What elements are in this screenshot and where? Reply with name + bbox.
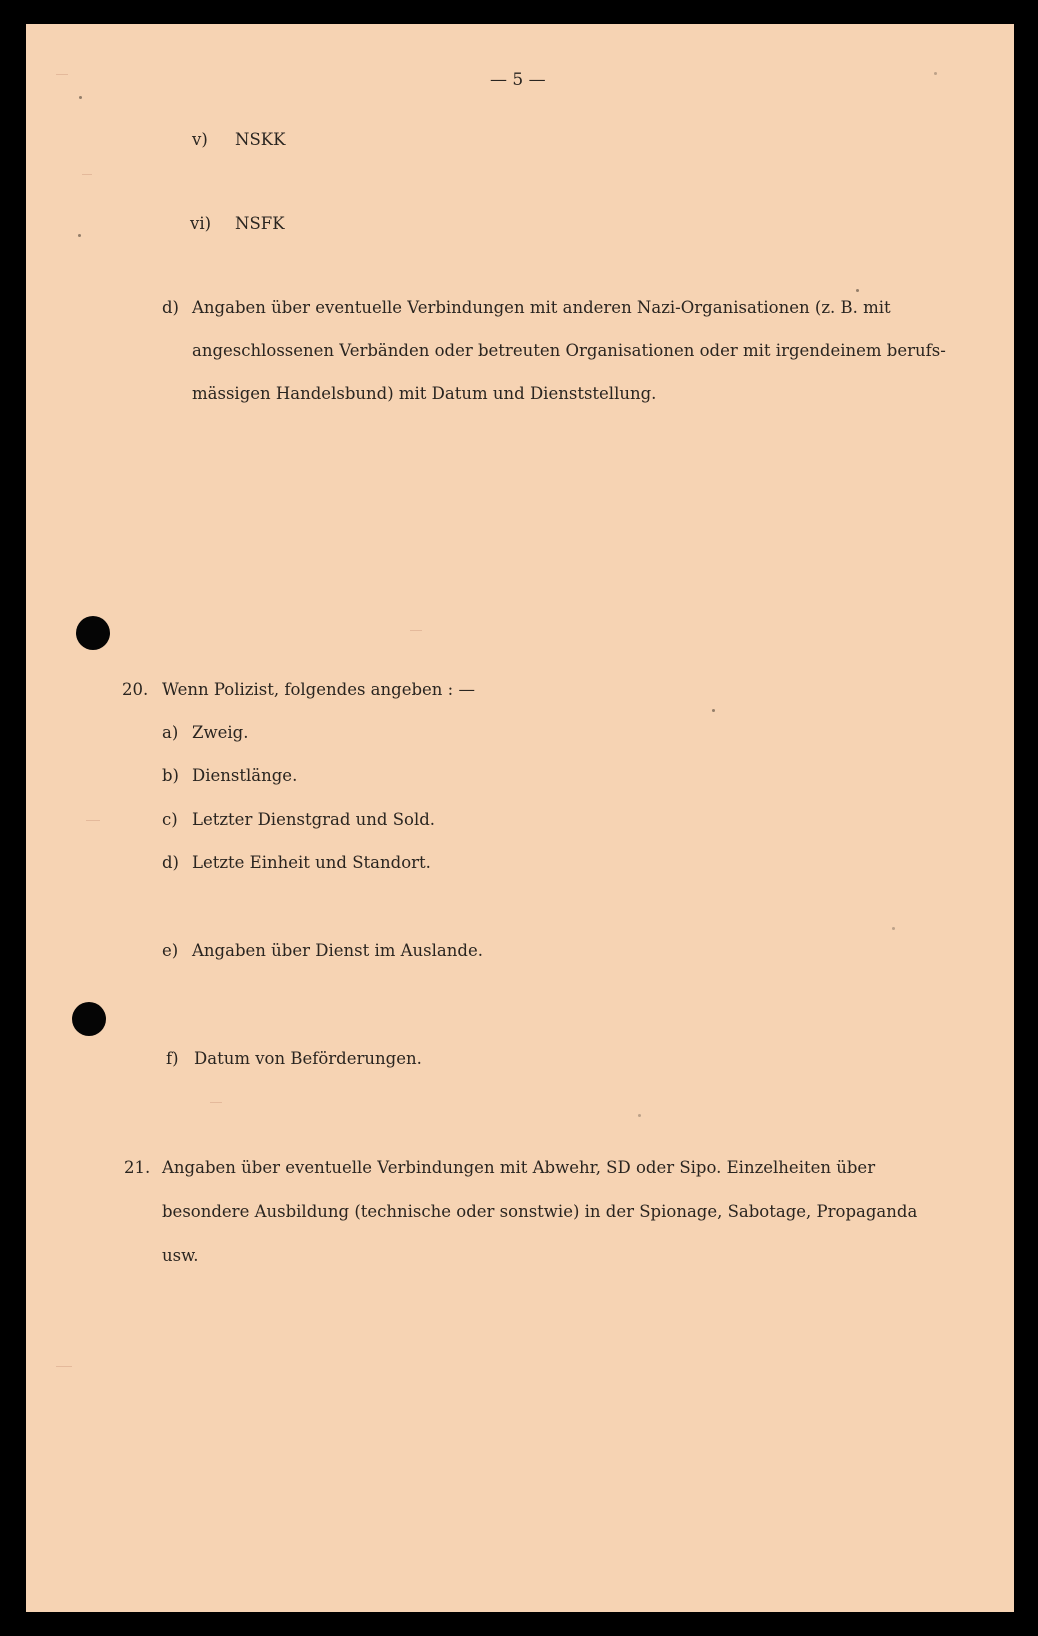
item-v-marker: v) (192, 130, 208, 149)
item-d-paragraph (192, 298, 946, 384)
paper-speck (712, 709, 715, 712)
page-number: — 5 — (490, 70, 546, 90)
q20-c-text: Letzter Dienstgrad und Sold. (192, 810, 436, 829)
paper-speck (78, 234, 81, 237)
q20-d-text: Letzte Einheit und Standort. (192, 853, 431, 872)
question-20-number: 20. (122, 680, 149, 699)
question-21-number: 21. (124, 1158, 151, 1177)
question-21-paragraph (162, 1158, 918, 1246)
q21-line: Angaben über eventuelle Verbindungen mit Abwehr, SD oder Sipo. Einzelheiten über (162, 1158, 876, 1177)
paper-mark (86, 820, 100, 821)
paper-mark (56, 74, 68, 75)
q20-a-marker: a) (162, 723, 179, 742)
paper-speck (638, 1114, 641, 1117)
punch-hole-top (76, 616, 110, 650)
question-20-text: Wenn Polizist, folgendes angeben : — (162, 680, 475, 699)
item-vi-text: NSFK (235, 214, 285, 233)
document-page (26, 24, 1014, 1612)
q20-f-text: Datum von Beförderungen. (194, 1049, 422, 1068)
paper-mark (82, 174, 92, 175)
q20-b-text: Dienstlänge. (192, 766, 298, 785)
paper-mark (410, 630, 422, 631)
item-d-line: Angaben über eventuelle Verbindungen mit anderen Nazi-Organisationen (z. B. mit (192, 298, 891, 317)
q20-e-text: Angaben über Dienst im Auslande. (192, 941, 483, 960)
item-v-text: NSKK (235, 130, 286, 149)
q20-f-marker: f) (166, 1049, 179, 1068)
item-d-line: mässigen Handelsbund) mit Datum und Dienststellung. (192, 384, 657, 403)
paper-speck (79, 96, 82, 99)
paper-speck (892, 927, 895, 930)
paper-speck (856, 289, 859, 292)
punch-hole-bottom (72, 1002, 106, 1036)
q20-c-marker: c) (162, 810, 178, 829)
q20-e-marker: e) (162, 941, 179, 960)
q20-b-marker: b) (162, 766, 179, 785)
paper-mark (56, 1366, 72, 1367)
item-d-line: angeschlossenen Verbänden oder betreuten Organisationen oder mit irgendeinem berufs- (192, 341, 946, 360)
paper-speck (934, 72, 937, 75)
q20-d-marker: d) (162, 853, 179, 872)
item-d-marker: d) (162, 298, 179, 317)
q21-line: besondere Ausbildung (technische oder sonstwie) in der Spionage, Sabotage, Propaganda (162, 1202, 918, 1221)
q20-a-text: Zweig. (192, 723, 249, 742)
paper-mark (210, 1102, 222, 1103)
item-vi-marker: vi) (190, 214, 212, 233)
q21-line: usw. (162, 1246, 199, 1265)
